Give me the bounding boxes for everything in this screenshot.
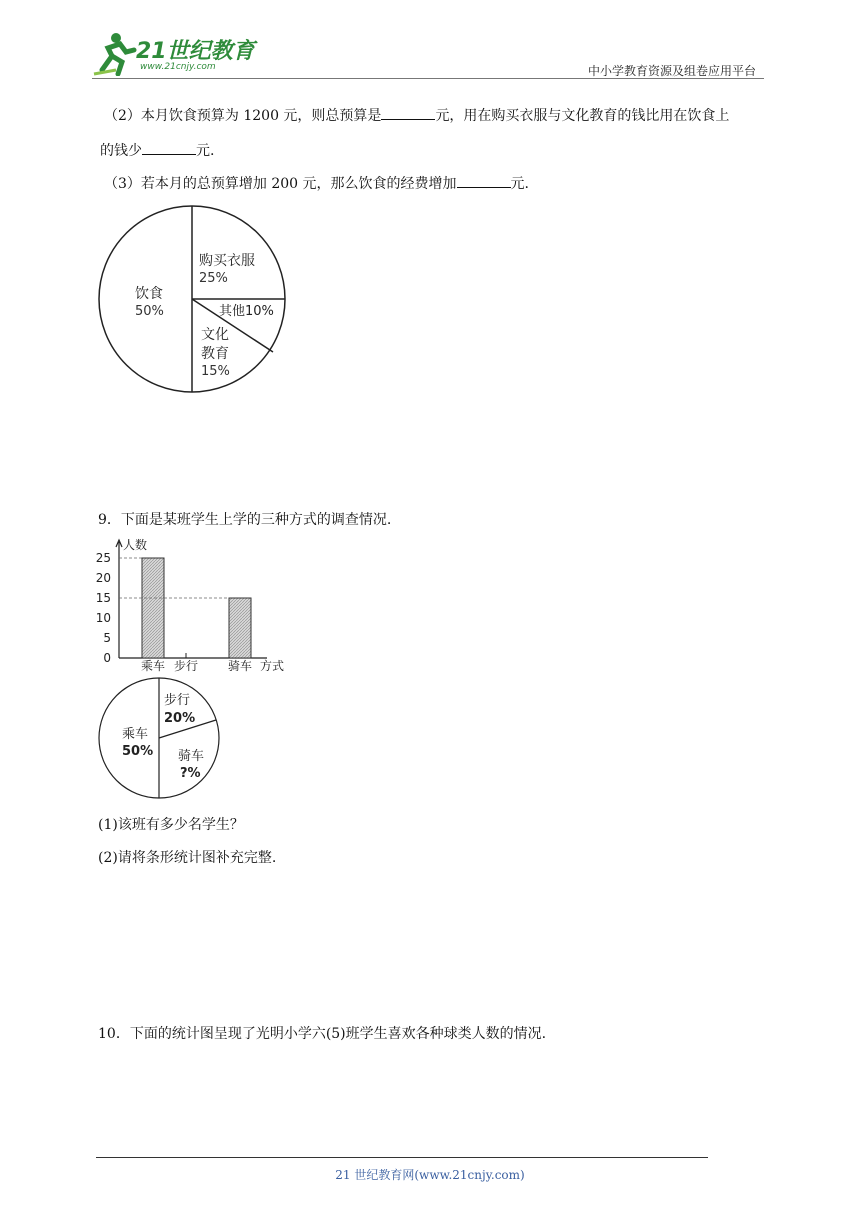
pie-label-clothes: 购买衣服 [199,253,255,269]
logo-url: www.21cnjy.com [140,62,216,72]
site-logo [92,30,262,80]
q8-part2-line1 [104,105,729,126]
q8-part3 [104,173,529,194]
pie-pct-edu: 15% [201,364,230,379]
footer-text: 21 世纪教育网(www.21cnjy.com) [335,1168,525,1182]
answer-blank[interactable] [457,173,511,188]
q8-part2-text-c: 的钱少 [100,143,142,159]
pie-pct-clothes: 25% [199,271,228,286]
q8-part2-text-d: 元. [196,143,215,159]
pie-label-walk: 步行 [164,693,191,708]
y-tick-label: 20 [95,571,111,585]
q10-title: 10．下面的统计图呈现了光明小学六(5)班学生喜欢各种球类人数的情况. [98,1026,547,1042]
header-divider [92,78,764,79]
bar [142,558,164,658]
pie-label-other: 其他10% [219,304,274,319]
q9-sub2: (2)请将条形统计图补充完整. [98,850,277,866]
commute-bar-chart [95,534,295,674]
y-tick-label: 0 [103,651,111,665]
q9-title: 9．下面是某班学生上学的三种方式的调查情况. [98,512,392,528]
runner-logo-icon [92,30,138,76]
pie-pct-bus: 50% [122,744,154,759]
logo-text: 21世纪教育 [136,39,255,64]
q8-part2-line2 [100,140,214,161]
answer-blank[interactable] [142,140,196,155]
y-tick-label: 25 [95,551,111,565]
pie-label-edu-1: 文化 [201,327,229,343]
footer-divider [96,1157,708,1158]
x-tick-label: 乘车 [140,659,166,673]
y-axis-label: 人数 [123,538,148,552]
pie-label-bus: 乘车 [122,727,149,742]
commute-pie-chart [96,674,224,804]
pie-label-bike: 骑车 [178,749,205,764]
x-tick-label: 骑车 [227,659,253,673]
platform-title: 中小学教育资源及组卷应用平台 [587,64,756,78]
pie-pct-food: 50% [135,304,164,319]
pie-pct-bike: ?% [180,766,201,781]
pie-label-edu-2: 教育 [201,346,229,362]
pie-pct-walk: 20% [164,711,196,726]
bar [229,598,251,658]
answer-blank[interactable] [381,105,435,120]
q8-part3-text-a: （3）若本月的总预算增加 200 元，那么饮食的经费增加 [104,176,457,192]
budget-pie-chart [95,202,295,398]
x-tick-label: 步行 [173,659,199,673]
y-tick-label: 5 [103,631,111,645]
y-tick-label: 10 [95,611,111,625]
q8-part2-text-b: 元，用在购买衣服与文化教育的钱比用在饮食上 [435,108,730,124]
pie-label-food: 饮食 [135,286,163,302]
q8-part2-text-a: （2）本月饮食预算为 1200 元，则总预算是 [104,108,382,124]
y-tick-label: 15 [95,591,111,605]
x-axis-label: 方式 [260,659,285,673]
q8-part3-text-b: 元. [510,176,529,192]
q9-sub1: (1)该班有多少名学生？ [98,817,244,833]
